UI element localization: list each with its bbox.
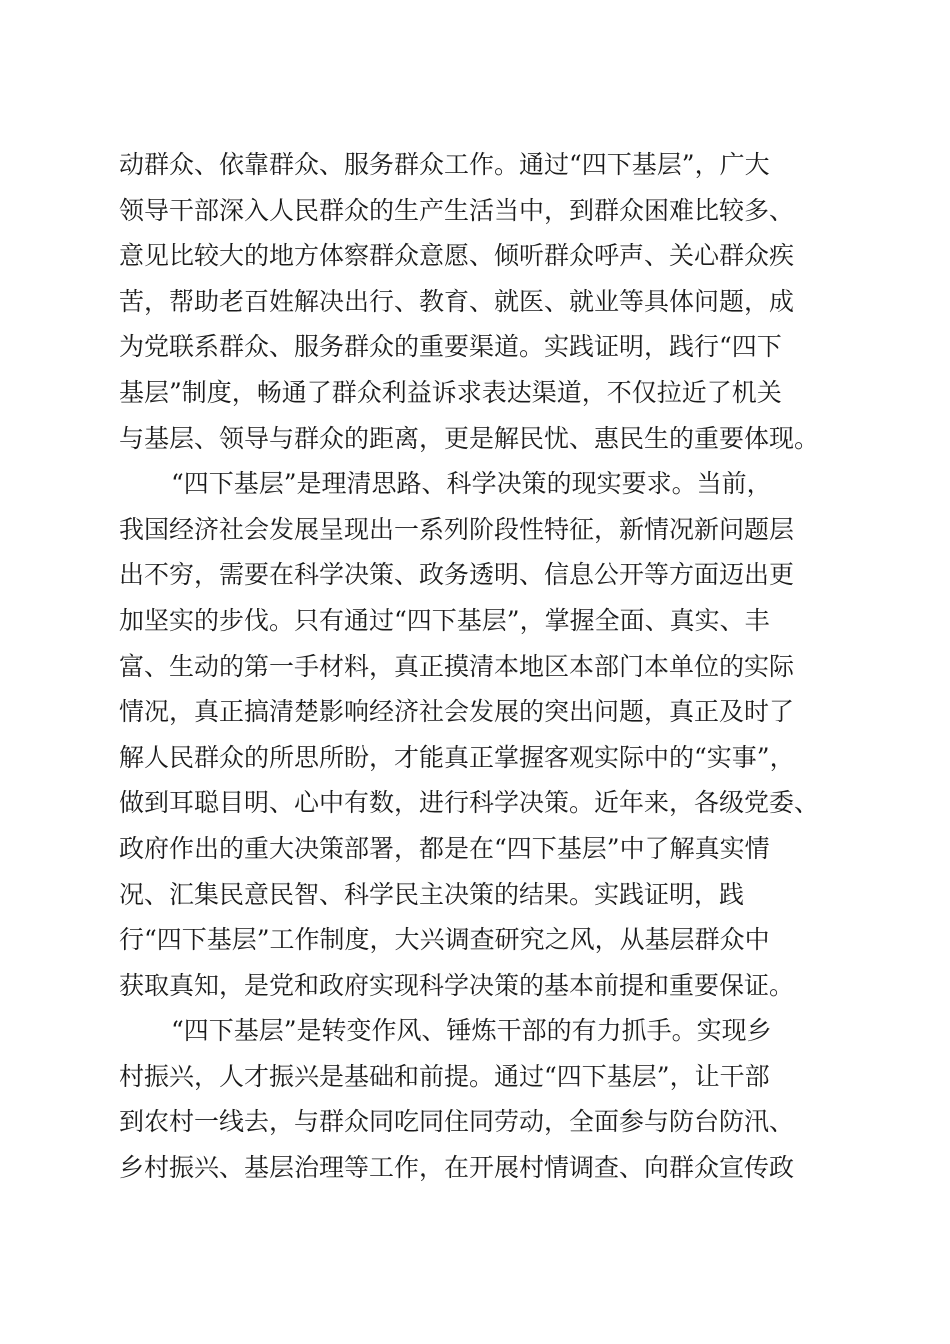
text-line: 与基层、领导与群众的距离，更是解民忧、惠民生的重要体现。 — [119, 423, 820, 453]
text-line: 苦，帮助老百姓解决出行、教育、就医、就业等具体问题，成 — [119, 286, 795, 316]
text-line: 解人民群众的所思所盼，才能真正掌握客观实际中的“实事”， — [119, 742, 795, 772]
text-line: 加坚实的步伐。只有通过“四下基层”，掌握全面、真实、丰 — [119, 605, 770, 635]
text-line: 我国经济社会发展呈现出一系列阶段性特征，新情况新问题层 — [119, 514, 795, 544]
text-line: 出不穷，需要在科学决策、政务透明、信息公开等方面迈出更 — [119, 560, 795, 590]
text-line: 情况，真正搞清楚影响经济社会发展的突出问题，真正及时了 — [119, 697, 795, 727]
text-line: 意见比较大的地方体察群众意愿、倾听群众呼声、关心群众疾 — [119, 241, 795, 271]
paragraph-start-line: “四下基层”是理清思路、科学决策的现实要求。当前， — [171, 469, 772, 499]
text-line: 富、生动的第一手材料，真正摸清本地区本部门本单位的实际 — [119, 651, 795, 681]
text-line: 政府作出的重大决策部署，都是在“四下基层”中了解真实情 — [119, 833, 770, 863]
text-line: 领导干部深入人民群众的生产生活当中，到群众困难比较多、 — [119, 195, 795, 225]
text-line: 基层”制度，畅通了群众利益诉求表达渠道，不仅拉近了机关 — [119, 377, 782, 407]
body-text — [119, 142, 839, 1191]
text-line: 动群众、依靠群众、服务群众工作。通过“四下基层”，广大 — [119, 150, 770, 179]
text-line: 乡村振兴、基层治理等工作，在开展村情调查、向群众宣传政 — [119, 1153, 795, 1183]
text-line: 行“四下基层”工作制度，大兴调查研究之风，从基层群众中 — [119, 925, 770, 955]
text-line: 到农村一线去，与群众同吃同住同劳动，全面参与防台防汛、 — [119, 1107, 795, 1137]
text-line: 获取真知，是党和政府实现科学决策的基本前提和重要保证。 — [119, 970, 795, 1000]
text-line: 村振兴，人才振兴是基础和前提。通过“四下基层”，让干部 — [119, 1061, 770, 1091]
paragraph-start-line: “四下基层”是转变作风、锤炼干部的有力抓手。实现乡 — [171, 1016, 772, 1046]
text-line: 做到耳聪目明、心中有数，进行科学决策。近年来，各级党委、 — [119, 788, 820, 818]
text-line: 况、汇集民意民智、科学民主决策的结果。实践证明，践 — [119, 879, 745, 909]
text-line: 为党联系群众、服务群众的重要渠道。实践证明，践行“四下 — [119, 332, 782, 362]
